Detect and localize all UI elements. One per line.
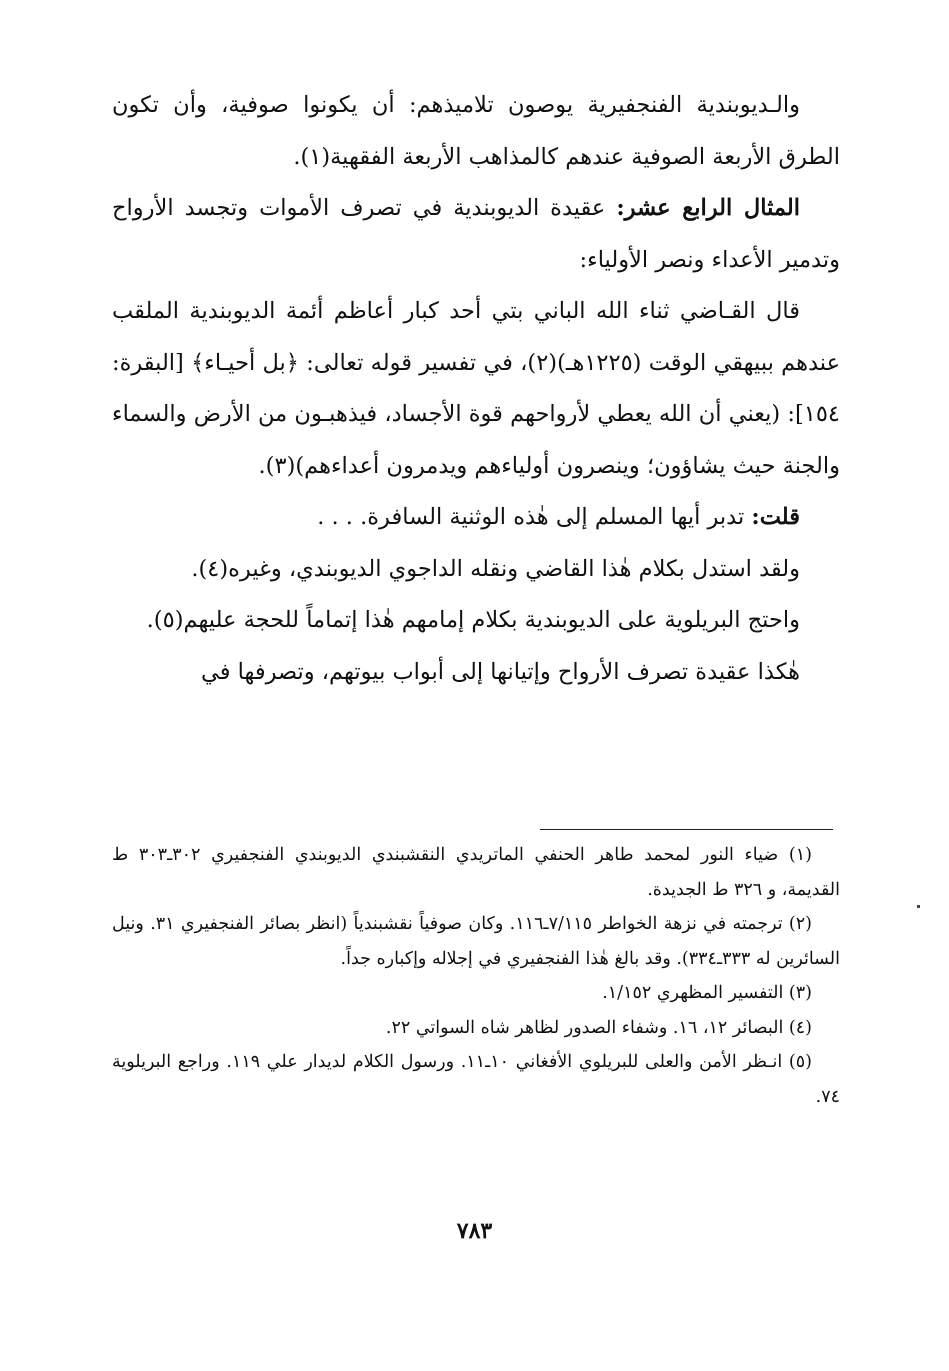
footnote-separator [540, 829, 833, 830]
footnote-1: (١) ضياء النور لمحمد طاهر الحنفي الماتريدي النقشبندي الديوبندي الفنجفيري ٣٠٢ـ٣٠٣ ط القديمة، و ٣٢٦ ط الجديدة. [112, 845, 840, 900]
qultu-text: تدبر أيها المسلم إلى هٰذه الوثنية السافرة. . . . [317, 504, 752, 530]
page-number: ٧٨٣ [456, 1218, 493, 1244]
paragraph-3: قال القـاضي ثناء الله الباني بتي أحد كبار أعاظم أئمة الديوبندية الملقب عندهم ببيهقي الوقت (١٢٢٥هـ)(٢)، في تفسير قوله تعالى: ﴿بل أحيـاء﴾ [البقرة: ١٥٤]: (يعني أن الله يعطي لأرواحهم قوة الأجساد، فيذهبـون من الأرض والسماء والجنة حيث يشاؤون؛ وينصرون أولياءهم ويدمرون أعداءهم)(٣). [112, 298, 840, 479]
paragraph-2 [112, 183, 840, 286]
footnotes [112, 838, 840, 1114]
paragraph-4 [112, 492, 840, 544]
main-text [112, 80, 840, 698]
scan-speck [917, 905, 920, 908]
footnote-3: (٣) التفسير المظهري ١/١٥٢. [602, 983, 812, 1003]
footnote-4: (٤) البصائر ١٢، ١٦. وشفاء الصدور لظاهر شاه السواتي ٢٢. [385, 1017, 812, 1038]
paragraph-6: واحتج البريلوية على الديوبندية بكلام إمامهم هٰذا إتماماً للحجة عليهم(٥). [146, 607, 800, 633]
paragraph-1: والـديوبندية الفنجفيرية يوصون تلاميذهم: أن يكونوا صوفية، وأن تكون الطرق الأربعة الصوفية عندهم كالمذاهب الأربعة الفقهية(١). [112, 92, 840, 170]
example-title: عقيدة الديوبندية في تصرف الأموات وتجسد الأرواح وتدمير الأعداء ونصر الأولياء: [112, 195, 840, 273]
qultu-label: قلت: [751, 504, 800, 530]
footnote-5: (٥) انـظر الأمن والعلى للبريلوي الأفغاني ١٠ـ١١. ورسول الكلام لديدار علي ١١٩. وراجع البريلوية ٧٤. [112, 1052, 840, 1107]
example-heading: المثال الرابع عشر: [616, 195, 800, 221]
footnote-2: (٢) ترجمته في نزهة الخواطر ٧/١١٥ـ١١٦. وكان صوفياً نقشبندياً (انظر بصائر الفنجفيري ٣١. ونيل السائرين له ٣٣٣ـ٣٣٤). وقد بالغ هٰذا الفنجفيري في إجلاله وإكباره جداً. [112, 914, 840, 969]
paragraph-5: ولقد استدل بكلام هٰذا القاضي ونقله الداجوي الديوبندي، وغيره(٤). [191, 555, 800, 582]
paragraph-7: هٰكذا عقيدة تصرف الأرواح وإتيانها إلى أبواب بيوتهم، وتصرفها في [200, 658, 800, 685]
